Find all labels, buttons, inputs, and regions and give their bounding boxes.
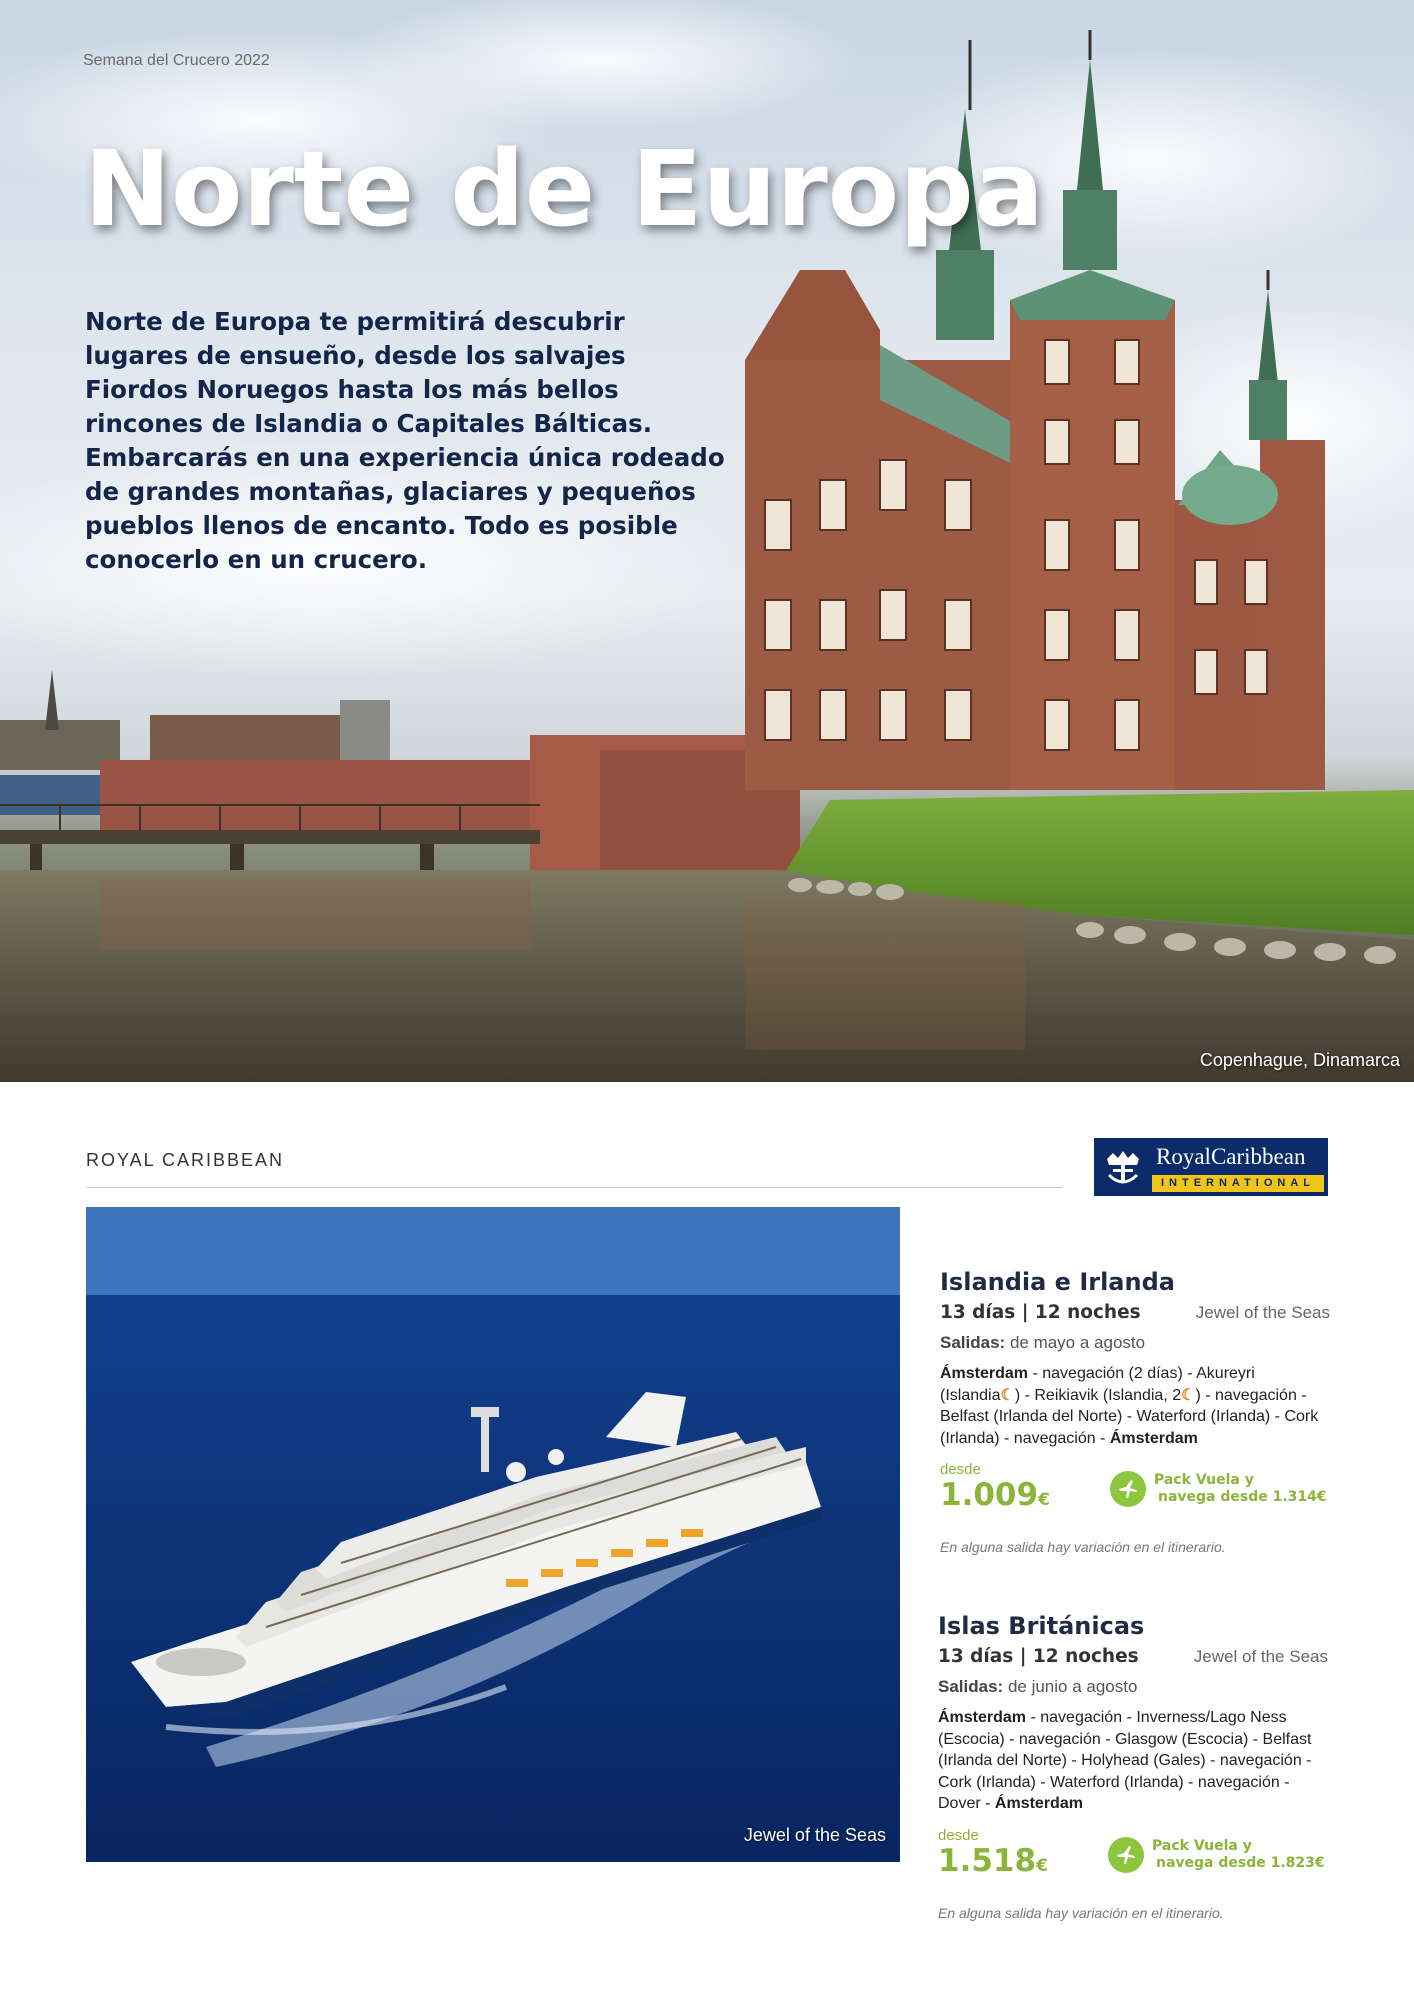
cruise-duration: 13 días | 12 noches [938, 1646, 1139, 1667]
departures-value: de mayo a agosto [1009, 1333, 1146, 1352]
issue-label: Semana del Crucero 2022 [83, 52, 270, 69]
royal-caribbean-logo [1094, 1138, 1328, 1196]
itinerary-stops: - navegación (2 días) - Akureyri (Islandia [940, 1365, 1255, 1404]
fly-cruise-pack [1110, 1471, 1327, 1507]
price-currency: € [1038, 1490, 1050, 1510]
intro-paragraph: Norte de Europa te permitirá descubrir lugares de ensueño, desde los salvajes Fiordos Noruegos hasta los más bellos rincones de Islandia o Capitales Bálticas. Embarcarás en una experiencia única rodeado de grandes montañas, glaciares y pequeños pueblos llenos de encanto. Todo es posible conocerlo en un crucero. [85, 307, 725, 574]
itinerary-stops: ) - navegación - Belfast (Irlanda del Norte) - Waterford (Irlanda) - Cork (Irlanda) - navegación - [940, 1386, 1319, 1447]
price-from-label: desde [940, 1461, 981, 1478]
airplane-icon [1108, 1837, 1144, 1873]
price-value: 1.009 [940, 1477, 1039, 1513]
ship-photo-caption: Jewel of the Seas [743, 1825, 886, 1845]
cruise-ship-illustration [86, 1207, 900, 1862]
page-title: Norte de Europa [84, 128, 1044, 250]
fly-cruise-pack [1108, 1837, 1325, 1873]
cruise-price [938, 1844, 1048, 1883]
price-value: 1.518 [938, 1842, 1037, 1879]
pack-line-1: Pack Vuela y [1152, 1837, 1252, 1854]
itinerary-note: En alguna salida hay variación en el itinerario. [940, 1539, 1226, 1555]
price-currency: € [1036, 1855, 1048, 1876]
itinerary-start-port: Ámsterdam [938, 1709, 1027, 1726]
departures-label: Salidas: [938, 1677, 1004, 1696]
price-from-label: desde [938, 1826, 979, 1844]
ship-photo [86, 1207, 900, 1862]
cruise-itinerary [938, 1707, 1328, 1815]
cruise-departures [938, 1677, 1328, 1697]
cruise-title: Islandia e Irlanda [940, 1268, 1175, 1296]
cruise-title: Islas Británicas [938, 1612, 1145, 1640]
overnight-moon-icon: ☾ [1181, 1386, 1196, 1404]
crown-anchor-icon [1094, 1138, 1152, 1196]
overnight-moon-icon: ☾ [1000, 1386, 1015, 1404]
airplane-icon [1110, 1471, 1146, 1507]
cruise-ship-name: Jewel of the Seas [1193, 1647, 1328, 1666]
departures-value: de junio a agosto [1007, 1677, 1138, 1696]
logo-subtitle: INTERNATIONAL [1152, 1175, 1324, 1192]
cruise-departures [940, 1333, 1330, 1353]
itinerary-stops: - navegación - Inverness/Lago Ness (Escocia) - navegación - Glasgow (Escocia) - Belfast (Irlanda del Norte) - Holyhead (Gales) - navegación - Cork (Irlanda) - Waterford (Irlanda) - navegación - Dover - [938, 1709, 1312, 1812]
pack-line-1: Pack Vuela y [1154, 1472, 1254, 1488]
section-brand-label: ROYAL CARIBBEAN [86, 1150, 285, 1170]
cruise-ship-name: Jewel of the Seas [1195, 1303, 1330, 1322]
departures-label: Salidas: [940, 1333, 1006, 1352]
itinerary-end-port: Ámsterdam [994, 1795, 1083, 1812]
cruise-card-islas-britanicas [938, 1612, 1328, 1921]
section-divider [86, 1187, 1062, 1188]
cruise-itinerary [940, 1363, 1330, 1449]
cruise-duration: 13 días | 12 noches [940, 1302, 1141, 1323]
cruise-price [940, 1478, 1050, 1517]
hero-photo-caption: Copenhague, Dinamarca [1199, 1050, 1400, 1070]
itinerary-stops: ) - Reikiavik (Islandia, 2 [1014, 1386, 1182, 1404]
itinerary-end-port: Ámsterdam [1109, 1429, 1198, 1447]
pack-line-2: navega desde 1.823€ [1156, 1854, 1325, 1871]
cruise-card-islandia-irlanda [940, 1268, 1330, 1555]
pack-line-2: navega desde 1.314€ [1158, 1489, 1327, 1505]
logo-name: RoyalCaribbean [1156, 1144, 1306, 1169]
itinerary-note: En alguna salida hay variación en el itinerario. [938, 1904, 1224, 1921]
itinerary-start-port: Ámsterdam [940, 1365, 1029, 1382]
